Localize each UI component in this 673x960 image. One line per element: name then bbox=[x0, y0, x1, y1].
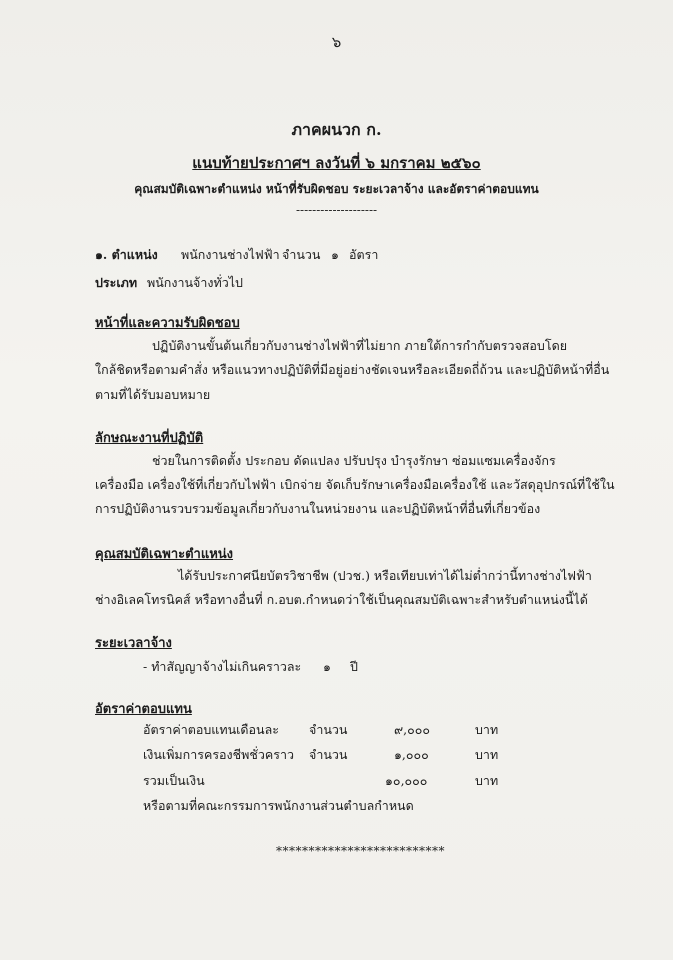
job-nature-heading: ลักษณะงานที่ปฏิบัติ bbox=[95, 431, 204, 446]
job-nature-line: การปฏิบัติงานรวบรวมข้อมูลเกี่ยวกับงานในหน่วยงาน และปฏิบัติหน้าที่อื่นที่เกี่ยวข้อง bbox=[95, 501, 541, 516]
duties-heading: หน้าที่และความรับผิดชอบ bbox=[95, 316, 240, 331]
compensation-total-label: รวมเป็นเงิน bbox=[143, 773, 205, 788]
compensation-row-amount: ๙,๐๐๐ bbox=[394, 722, 431, 737]
position-count-label: จำนวน bbox=[282, 247, 321, 262]
compensation-row-unit: บาท bbox=[475, 722, 499, 737]
end-marker: ************************** bbox=[276, 844, 445, 858]
compensation-total-unit: บาท bbox=[475, 773, 499, 788]
compensation-note: หรือตามที่คณะกรรมการพนักงานส่วนตำบลกำหนด bbox=[143, 798, 414, 813]
compensation-row-count-label: จำนวน bbox=[309, 747, 348, 762]
employment-period-unit: ปี bbox=[350, 659, 358, 674]
compensation-row-unit: บาท bbox=[475, 747, 499, 762]
document-title: ภาคผนวก ก. bbox=[291, 120, 382, 139]
job-nature-line: เครื่องมือ เครื่องใช้ที่เกี่ยวกับไฟฟ้า เบิกจ่าย จัดเก็บรักษาเครื่องมือเครื่องใช้ และวัสดุอุปกรณ์ที่ใช้ใน bbox=[95, 477, 615, 492]
document-subtitle: แนบท้ายประกาศฯ ลงวันที่ ๖ มกราคม ๒๕๖๐ bbox=[192, 154, 481, 172]
qualifications-line: ช่างอิเลคโทรนิคส์ หรือทางอื่นที่ ก.อบต.กำหนดว่าใช้เป็นคุณสมบัติเฉพาะสำหรับตำแหน่งนี้ได้ bbox=[95, 592, 588, 607]
duties-line: ใกล้ชิดหรือตามคำสั่ง หรือแนวทางปฏิบัติที่มีอยู่อย่างชัดเจนหรือละเอียดถี่ถ้วน และปฏิบัติหน้าที่อื่น bbox=[95, 362, 610, 377]
qualifications-line: ได้รับประกาศนียบัตรวิชาชีพ (ปวช.) หรือเทียบเท่าได้ไม่ต่ำกว่านี้ทางช่างไฟฟ้า bbox=[178, 568, 592, 583]
type-label: ประเภท bbox=[95, 275, 138, 290]
position-value: พนักงานช่างไฟฟ้า bbox=[181, 247, 280, 262]
employment-period-value: ๑ bbox=[323, 659, 331, 674]
compensation-row-count-label: จำนวน bbox=[309, 722, 348, 737]
compensation-row-label: เงินเพิ่มการครองชีพชั่วคราว bbox=[143, 747, 295, 762]
duties-line: ปฏิบัติงานขั้นต้นเกี่ยวกับงานช่างไฟฟ้าที่ไม่ยาก ภายใต้การกำกับตรวจสอบโดย bbox=[152, 338, 568, 353]
duties-line: ตามที่ได้รับมอบหมาย bbox=[95, 387, 211, 402]
type-value: พนักงานจ้างทั่วไป bbox=[147, 275, 243, 290]
job-nature-line: ช่วยในการติดตั้ง ประกอบ ดัดแปลง ปรับปรุง บำรุงรักษา ซ่อมแซมเครื่องจักร bbox=[152, 453, 556, 468]
compensation-heading: อัตราค่าตอบแทน bbox=[95, 702, 192, 717]
qualifications-heading: คุณสมบัติเฉพาะตำแหน่ง bbox=[95, 547, 234, 562]
employment-period-text: - ทำสัญญาจ้างไม่เกินคราวละ bbox=[143, 659, 302, 674]
compensation-total-amount: ๑๐,๐๐๐ bbox=[385, 773, 428, 788]
employment-period-heading: ระยะเวลาจ้าง bbox=[95, 636, 172, 651]
position-count-unit: อัตรา bbox=[349, 247, 379, 262]
position-count-value: ๑ bbox=[331, 247, 339, 262]
compensation-row-label: อัตราค่าตอบแทนเดือนละ bbox=[143, 722, 279, 737]
page-number: ๖ bbox=[331, 33, 342, 51]
document-description: คุณสมบัติเฉพาะตำแหน่ง หน้าที่รับผิดชอบ ระยะเวลาจ้าง และอัตราค่าตอบแทน bbox=[134, 182, 539, 196]
compensation-row-amount: ๑,๐๐๐ bbox=[394, 747, 429, 762]
separator-line: -------------------- bbox=[295, 203, 378, 217]
position-label: ๑. ตำแหน่ง bbox=[95, 247, 158, 262]
